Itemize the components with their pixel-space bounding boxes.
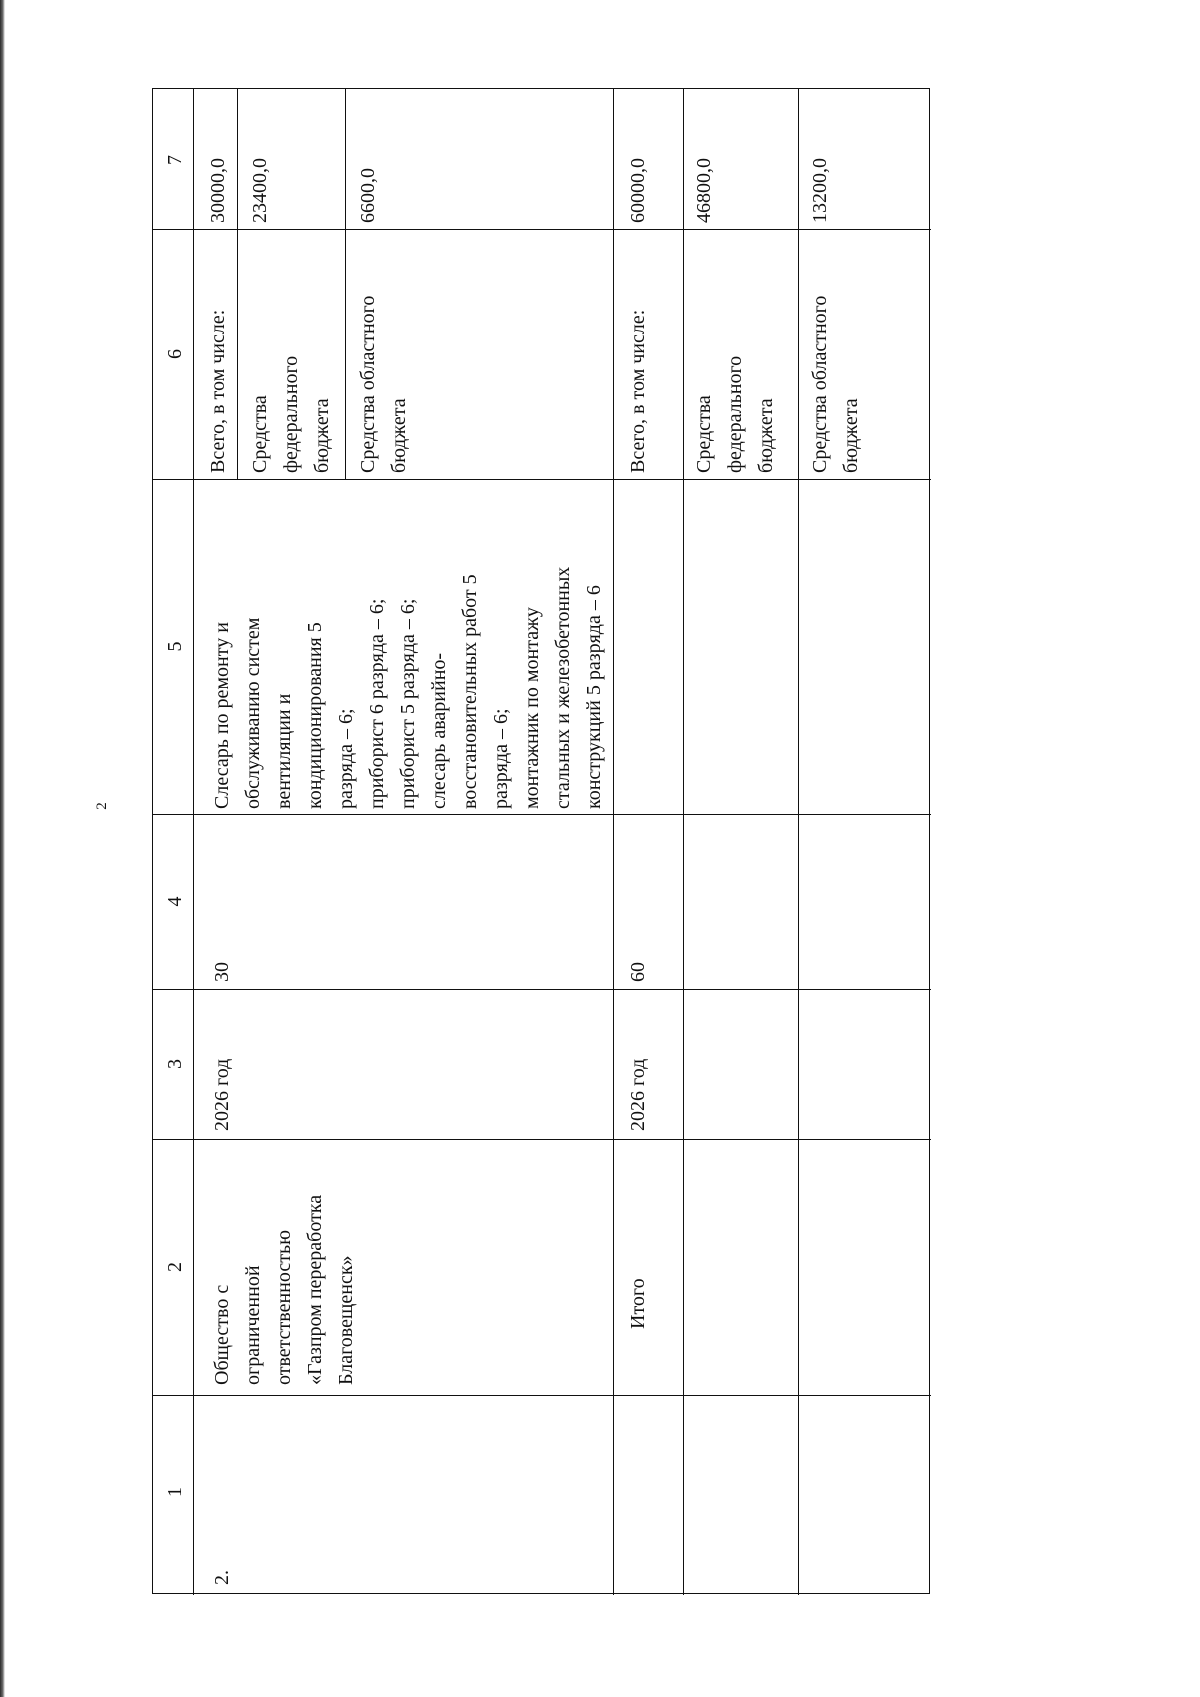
header-cell-5: 5 xyxy=(164,641,186,652)
funding-source-line: федерального xyxy=(724,355,746,473)
funding-source-line: бюджета xyxy=(311,398,333,473)
profession-line: приборист 5 разряда – 6; xyxy=(397,598,419,809)
year-cell: 2026 год xyxy=(211,1058,233,1131)
total-funding-amount-regional: 13200,0 xyxy=(809,158,831,223)
header-row-separator xyxy=(193,89,194,1595)
profession-line: разряда – 6; xyxy=(490,708,512,809)
header-cell-2: 2 xyxy=(164,1262,186,1272)
professions-cell xyxy=(207,567,610,809)
profession-line: разряда – 6; xyxy=(335,708,357,809)
total-label-cell: Итого xyxy=(627,1278,649,1329)
total-funding-source-total: Всего, в том числе: xyxy=(627,309,649,473)
organization-cell xyxy=(207,1195,362,1385)
funding-source-federal xyxy=(245,356,338,473)
column-separator xyxy=(153,814,931,815)
total-funding-amount-federal: 46800,0 xyxy=(693,158,715,223)
organization-line: ограниченной xyxy=(242,1265,264,1385)
profession-line: Слесарь по ремонту и xyxy=(211,622,233,809)
total-funding-source-regional xyxy=(805,296,867,473)
row-separator-total xyxy=(613,89,614,1595)
profession-line: восстановительных работ 5 xyxy=(459,574,481,809)
funding-divider xyxy=(193,229,613,230)
profession-line: конструкций 5 разряда – 6 xyxy=(583,585,605,809)
profession-line: кондиционирования 5 xyxy=(304,622,326,809)
total-count-cell: 60 xyxy=(627,962,649,982)
funding-source-line: бюджета xyxy=(755,398,777,473)
funding-subrow-line xyxy=(345,89,346,479)
funding-source-line: Средства областного xyxy=(357,295,379,473)
funding-source-regional xyxy=(353,296,415,473)
funding-amount-total: 30000,0 xyxy=(207,158,229,223)
total-funding-amount-total: 60000,0 xyxy=(627,158,649,223)
column-separator xyxy=(153,989,931,990)
profession-line: монтажник по монтажу xyxy=(521,607,543,809)
funding-amount-federal: 23400,0 xyxy=(249,158,271,223)
count-cell: 30 xyxy=(211,962,233,982)
row-number-cell: 2. xyxy=(211,1570,233,1585)
organization-line: ответственностью xyxy=(273,1229,295,1385)
column-separator xyxy=(153,1139,931,1140)
total-funding-source-federal xyxy=(689,356,782,473)
organization-line: Общество с xyxy=(211,1284,233,1385)
header-cell-3: 3 xyxy=(164,1059,186,1069)
organization-line: «Газпром переработка xyxy=(304,1194,326,1385)
funding-source-line: Средства областного xyxy=(809,295,831,473)
column-separator xyxy=(153,479,931,480)
funding-source-line: Средства xyxy=(693,395,715,473)
funding-source-total: Всего, в том числе: xyxy=(207,309,229,473)
funding-amount-regional: 6600,0 xyxy=(357,168,379,223)
profession-line: вентиляции и xyxy=(273,693,295,809)
header-cell-4: 4 xyxy=(164,896,186,907)
total-year-cell: 2026 год xyxy=(627,1058,649,1131)
header-cell-6: 6 xyxy=(164,349,186,359)
funding-table xyxy=(152,88,930,1594)
header-cell-1: 1 xyxy=(164,1487,186,1497)
page-number: 2 xyxy=(94,802,110,810)
organization-line: Благовещенск» xyxy=(335,1255,357,1385)
scan-edge-artifact xyxy=(0,0,5,1697)
profession-line: обслуживанию систем xyxy=(242,617,264,809)
profession-line: приборист 6 разряда – 6; xyxy=(366,598,388,809)
column-separator xyxy=(153,1395,931,1396)
funding-subrow-line xyxy=(237,89,238,479)
funding-source-line: бюджета xyxy=(388,398,410,473)
subrow-separator xyxy=(798,89,799,1595)
funding-source-line: Средства xyxy=(249,395,271,473)
subrow-separator xyxy=(683,89,684,1595)
funding-source-line: бюджета xyxy=(840,398,862,473)
funding-source-line: федерального xyxy=(280,355,302,473)
profession-line: слесарь аварийно- xyxy=(428,652,450,809)
header-cell-7: 7 xyxy=(164,155,186,165)
profession-line: стальных и железобетонных xyxy=(552,566,574,809)
